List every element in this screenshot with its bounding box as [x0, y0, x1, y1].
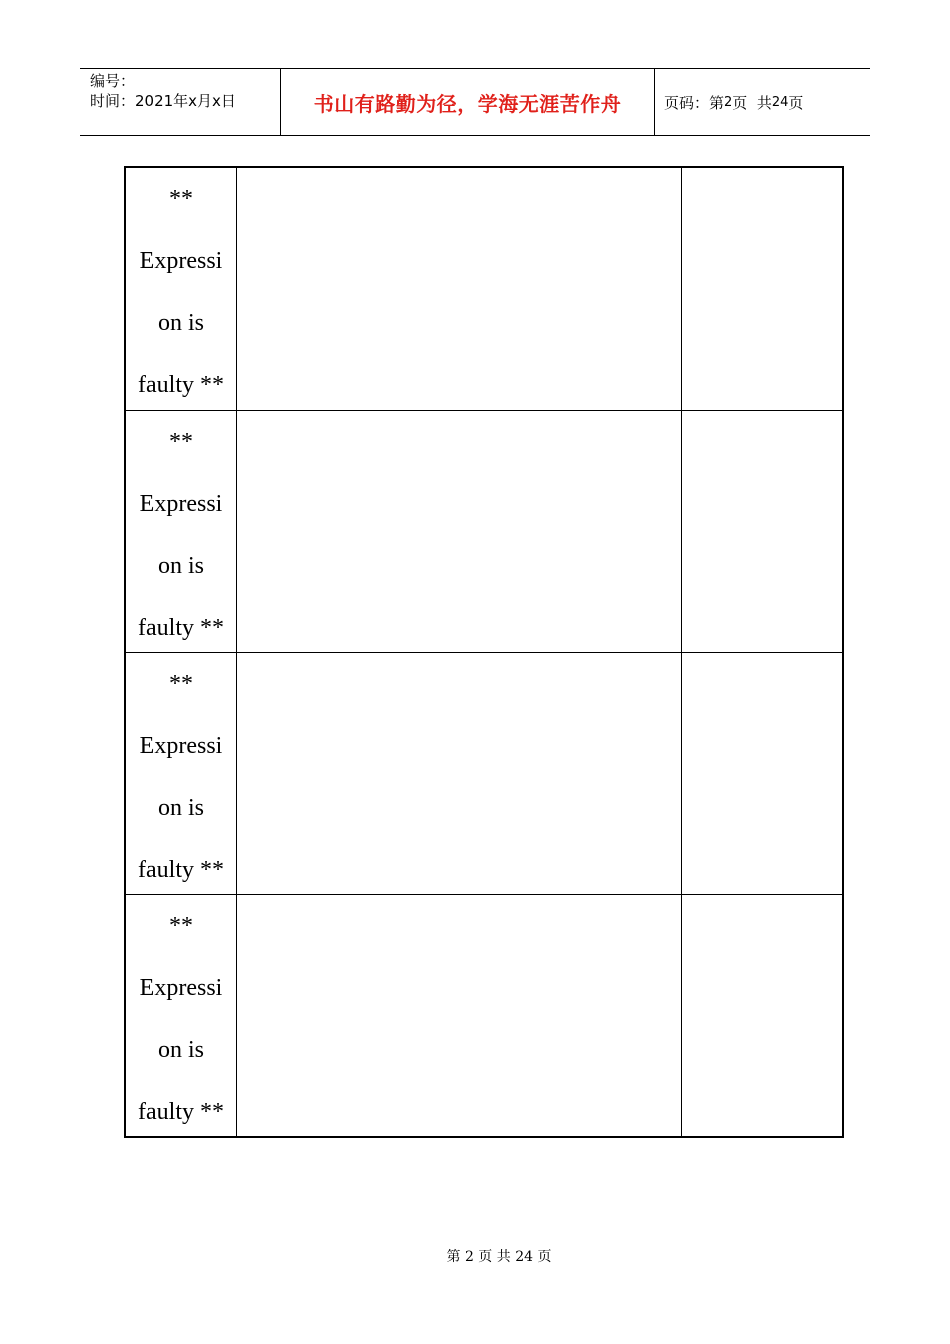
- empty-remarks-cell: [682, 895, 842, 1136]
- header-meta: [80, 69, 281, 135]
- cell-line: **: [169, 913, 193, 939]
- document-number-label: 编号：: [90, 72, 136, 90]
- cell-line: Expressi: [139, 733, 223, 759]
- empty-remarks-cell: [682, 411, 842, 652]
- cell-line: Expressi: [139, 975, 223, 1001]
- page-mid: 页 共: [732, 93, 772, 112]
- page-prefix: 页码：第: [664, 93, 725, 112]
- empty-content-cell: [237, 168, 682, 410]
- expression-cell: [126, 411, 237, 652]
- expression-cell: [126, 168, 237, 410]
- table-row: [126, 411, 842, 653]
- cell-line: on is: [157, 553, 204, 579]
- empty-content-cell: [237, 895, 682, 1136]
- page-suffix: 页: [788, 93, 804, 112]
- table-row: [126, 168, 842, 411]
- empty-content-cell: [237, 653, 682, 894]
- table-row: [126, 653, 842, 895]
- cell-line: faulty **: [138, 857, 224, 883]
- page-current: 2: [724, 94, 733, 110]
- cell-line: **: [169, 671, 193, 697]
- expression-cell: [126, 653, 237, 894]
- cell-line: **: [169, 186, 193, 212]
- content-table: [124, 166, 844, 1138]
- cell-line: Expressi: [139, 491, 223, 517]
- page-total: 24: [771, 94, 789, 110]
- cell-line: faulty **: [138, 615, 224, 641]
- document-time-label: 时间：2021年x月x日: [90, 92, 236, 110]
- cell-line: faulty **: [138, 372, 224, 398]
- empty-remarks-cell: [682, 653, 842, 894]
- cell-line: faulty **: [138, 1099, 224, 1125]
- table-row: [126, 895, 842, 1136]
- empty-remarks-cell: [682, 168, 842, 410]
- expression-cell: [126, 895, 237, 1136]
- cell-line: on is: [157, 1037, 204, 1063]
- cell-line: on is: [157, 795, 204, 821]
- cell-line: **: [169, 429, 193, 455]
- header-page-info: [655, 69, 870, 135]
- page-footer: 第 2 页 共 24 页: [446, 1249, 552, 1265]
- empty-content-cell: [237, 411, 682, 652]
- page-header: [80, 68, 870, 136]
- cell-line: on is: [157, 310, 204, 336]
- header-motto: 书山有路勤为径，学海无涯苦作舟: [281, 69, 655, 135]
- cell-line: Expressi: [139, 248, 223, 274]
